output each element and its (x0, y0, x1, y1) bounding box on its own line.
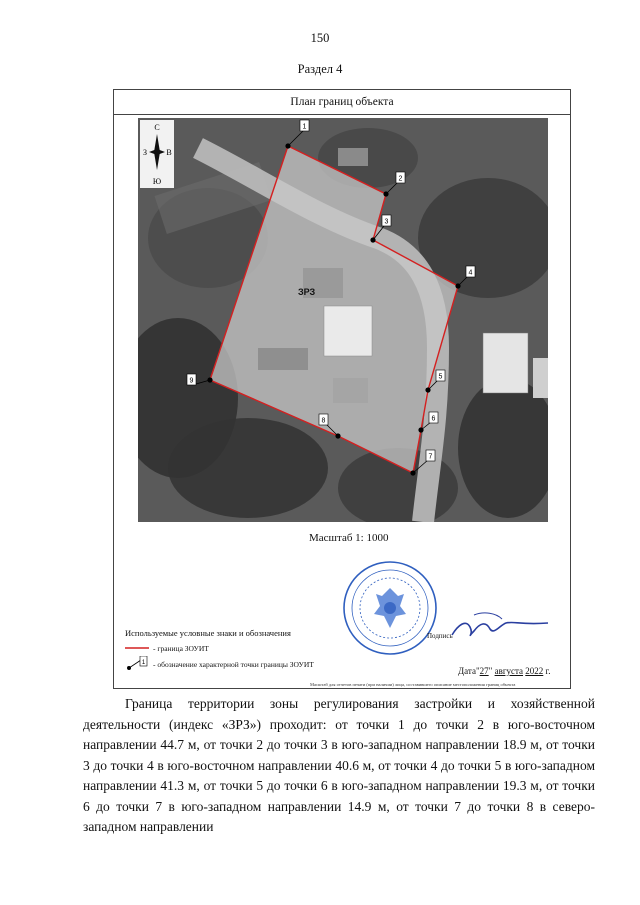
svg-text:1: 1 (141, 660, 146, 666)
svg-text:В: В (166, 148, 172, 157)
signature-label: Подпись (427, 632, 453, 640)
map-scale: Масштаб 1: 1000 (309, 532, 389, 544)
svg-text:8: 8 (321, 417, 326, 425)
svg-text:Ю: Ю (152, 177, 162, 186)
svg-text:2: 2 (398, 175, 403, 183)
svg-text:4: 4 (468, 269, 473, 277)
legend-title: Используемые условные знаки и обозначения (125, 628, 291, 638)
zone-label: ЗРЗ (298, 287, 316, 297)
point-label-5 (436, 370, 445, 381)
section-title: Раздел 4 (297, 62, 343, 76)
aerial-map-svg (138, 118, 548, 522)
boundary-description: Граница территории зоны регулирования застройки и хозяйственной деятельности (индекс «ЗРЗ») проходит: от точки 1 до точки 2 в юго-восточном направлении 44.7 м, от точки 2 до точки 3 в юго-западном направлении 18.9 м, от точки 3 до точки 4 в юго-восточном направлении 40.6 м, от точки 4 до точки 5 в юго-западном направлении 41.3 м, от точки 5 до точки 6 в юго-западном направлении 19.3 м, от точки 6 до точки 7 в юго-западном направлении 14.9 м, от точки 7 до точки 8 в северо-западном направлении (83, 696, 595, 834)
official-seal-stamp (342, 560, 438, 656)
point-label-9 (187, 374, 196, 385)
point-label-8 (319, 414, 328, 425)
aerial-map (138, 118, 548, 522)
date-prefix: Дата (458, 666, 476, 676)
svg-text:7: 7 (428, 453, 433, 461)
legend-label-boundary: - граница ЗОУИТ (153, 643, 209, 653)
point-label-6 (429, 412, 438, 423)
point-label-4 (466, 266, 475, 277)
signature-mark (444, 605, 554, 645)
svg-text:9: 9 (189, 377, 194, 385)
point-label-1 (300, 120, 309, 131)
point-label-2 (396, 172, 405, 183)
svg-text:5: 5 (438, 373, 443, 381)
svg-text:6: 6 (431, 415, 436, 423)
plan-frame (113, 89, 571, 689)
red-line-icon (125, 642, 149, 654)
svg-text:С: С (154, 123, 160, 132)
footnote: Масштаб для отчетов печати (при наличии) лица, составившего описание местоположения границ объекта (310, 682, 516, 687)
point-label-7 (426, 450, 435, 461)
date-line: Дата"27" августа 2022 г. (458, 666, 551, 676)
point-marker-icon (125, 656, 149, 672)
svg-text:1: 1 (302, 123, 307, 131)
svg-text:3: 3 (384, 218, 389, 226)
legend-item-point (125, 656, 314, 672)
date-day: 27 (479, 666, 489, 676)
date-suffix: г. (545, 666, 551, 676)
date-month: августа (494, 666, 524, 676)
date-year: 2022 (525, 666, 544, 676)
svg-text:З: З (142, 148, 148, 157)
point-label-3 (382, 215, 391, 226)
compass-rose (140, 120, 174, 188)
legend-label-point: - обозначение характерной точки границы ЗОУИТ (153, 659, 314, 669)
legend-item-boundary (125, 642, 209, 654)
plan-title: План границ объекта (114, 90, 570, 115)
page-number: 150 (310, 31, 330, 45)
